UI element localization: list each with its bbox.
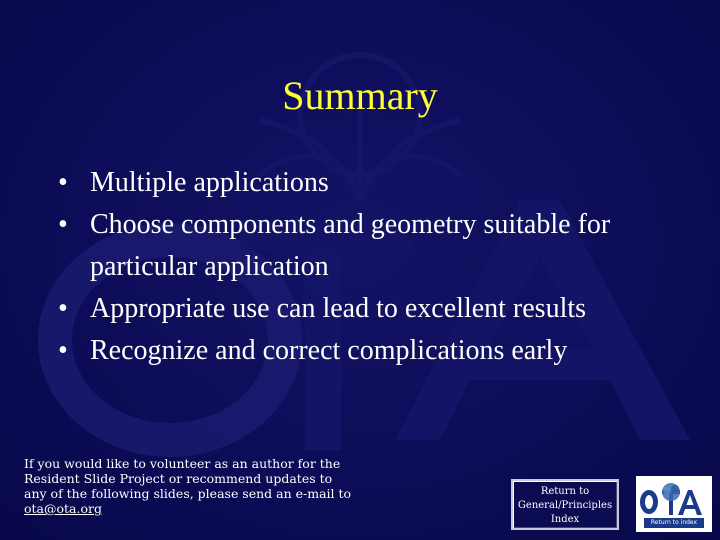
slide-title: Summary bbox=[282, 73, 438, 118]
bullet-symbol: • bbox=[58, 335, 68, 366]
return-button-line-3: Index bbox=[550, 514, 580, 525]
bullet-symbol: • bbox=[58, 167, 68, 198]
bullet-list bbox=[58, 162, 678, 372]
bullet-item bbox=[58, 330, 678, 372]
bullet-item bbox=[58, 288, 678, 330]
bullet-text: Recognize and correct complications early bbox=[90, 335, 568, 366]
email-link[interactable]: ota@ota.org bbox=[24, 501, 102, 516]
bullet-text: Choose components and geometry suitable for particular application bbox=[90, 209, 611, 282]
volunteer-note-text: If you would like to volunteer as an author for the Resident Slide Project or recommend updates to any of the following slides, please send an e-mail to bbox=[24, 456, 352, 501]
logo-caption: Return to index bbox=[650, 519, 698, 526]
bullet-item bbox=[58, 162, 678, 204]
bullet-item bbox=[58, 204, 678, 288]
bullet-text: Multiple applications bbox=[90, 167, 329, 198]
bullet-symbol: • bbox=[58, 293, 68, 324]
return-button-line-1: Return to bbox=[540, 486, 590, 497]
bullet-symbol: • bbox=[58, 209, 68, 240]
bullet-text: Appropriate use can lead to excellent results bbox=[90, 293, 587, 324]
return-to-index-button[interactable] bbox=[511, 479, 619, 530]
ota-logo-return-button[interactable] bbox=[636, 476, 712, 532]
volunteer-note bbox=[24, 456, 354, 516]
return-button-line-2: General/Principles bbox=[517, 500, 613, 511]
